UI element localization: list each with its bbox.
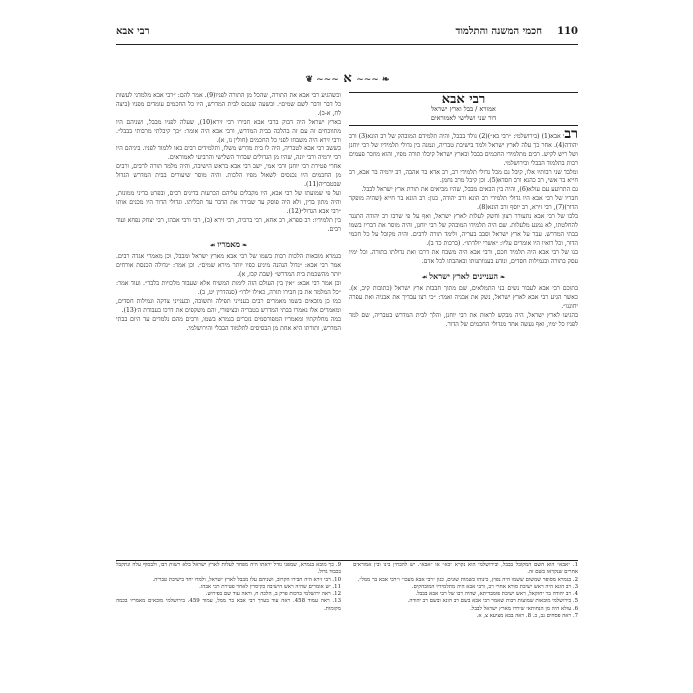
paragraph-text: י אבא(1) (בירושלמי: ״רבי בא״)(2) נולד בבבל, והיה תלמידם המובהק של רב הונא(3) ורב יהודה(4). אחר כך עלה לארץ ישראל ולמד בישיבת טבריה, ונמנה בין גדולי תלמידיו של רבי יוחנן ושל ריש לקיש. רבים מתלמידי החכמים בבבל ובארץ ישראל קיבלו תורה מפיו, והוא מוזכר פעמים רבות בתלמוד הבבלי ובירושלמי. — [349, 132, 578, 167]
running-title: חכמי המשנה והתלמוד — [455, 26, 542, 37]
paragraph: בין תלמידיו: רב ספרא, רב אחא, רבי ברכיה, רבי זירא (ב), רבי ורבי אבהו, רבי יצחק נפחא ועוד רבים. — [116, 216, 341, 233]
entry-subtitle: אמורא / בבל וארץ ישראל — [431, 104, 496, 113]
footnote: 3. רב הונא היה ראש ישיבת סורא אחרי רב, ורבי אבא היה מתלמידיו המובהקים. — [411, 583, 578, 590]
section-letter: א — [343, 71, 352, 86]
footnotes-right — [353, 562, 578, 620]
paragraph: בנו של רבי אבא היה תלמיד חכם, ורבי אבא היה משבח את דרכו ואת גדולתו בתורה. וכל ימיו עסק בתורה ובגמילות חסדים, ונודע בענוותנותו ובאהבתו לכל אדם. — [349, 248, 578, 265]
paragraph: גם התרועע עם עולא(6), והיה בין הבאים מבבל, שהיו מביאים את תורת ארץ ישראל לבבל. — [361, 186, 578, 194]
footnote: 4. רב יהודה בר יחזקאל, ראש ישיבת פומבדיתא, שהיה רבו של רבי אבא בבבל. — [415, 591, 578, 598]
ornament-icon: ❧ — [240, 241, 248, 249]
flourish-right-icon: ∼∼∼ ❧ — [356, 75, 390, 85]
footnote-rule — [116, 560, 578, 561]
paragraph: כששב רבי אבא לטבריה, היה לו בית מדרש משלו, ותלמידים רבים באו ללמוד לפניו. ביניהם היו רבי ירמיה ורבי יונה, שהיו מן הגדולים שבדור השלישי והרביעי לאמוראים. — [116, 145, 341, 162]
paragraph: בארץ ישראל היה דבוק ברבי אבא חבירו רבי זירא(10), שעלה לפניו מבבל, ושניהם היו מתווכחים זה עם זה בהלכה בבית המדרש, ורבי אבא היה אומר: ״כך קיבלתי מרבותי בבבל״. ורבי זירא היה משבחו לפני כל החכמים (חולין נז, א). — [116, 118, 341, 144]
section-heading — [116, 240, 341, 251]
running-header — [116, 26, 578, 44]
footnote: 11. יש אומרים שהיה ראש הישיבה בקיסרין לאחר פטירת רבי אבהו. — [199, 583, 341, 590]
ornament-icon: ❧ — [498, 273, 506, 281]
ornament-icon: ☙ — [421, 273, 430, 281]
section-title: מאמריו — [217, 238, 241, 249]
flourish-left-icon: ❦ ∼∼∼ — [305, 75, 339, 85]
paragraph: ועל פי שמועתו של רבי אבא, היו מקבלים עליהם הכרעות בדינים רבים, ובפרט בדיני ממונות, והיה מתון בדין, ולא היה פוסק עד שבירר את הדבר עד תכליתו. וגדולי הדור היו מכנים אותו ״רבי אבא הגדול״(12). — [116, 189, 341, 215]
paragraph: וכן אמר רבי אבא: ״אין בין העולם הזה לימות המשיח אלא שעבוד מלכויות בלבד״. ועוד אמר: ״כל המלמד את בן חבירו תורה, כאילו ילדו״ (סנהדרין יט, ב). — [116, 280, 341, 297]
paragraph: בגמרא מובאות הלכות רבות בשמו של רבי אבא מארץ ישראל ומבבל, וכן מאמרי אגדה רבים. אמר רבי אבא: ״גדול הנהנה מיגיע כפיו יותר מירא שמים״. וכן אמר: ״גדולה הכנסת אורחים יותר מהשכמת בית המדרש״ (שבת קכז, א). — [116, 253, 341, 279]
header-rule — [116, 44, 578, 45]
entry-title-box — [349, 92, 578, 126]
footnote: 10. רבי זירא היה חבירו הקרוב, ושניהם עלו מבבל לארץ ישראל, ולמדו יחד בישיבת טבריה. — [152, 576, 341, 583]
sage-running-title: רבי אבא — [116, 26, 150, 37]
footnote: 7. ראה פסחים נב, ב. 8. ראה בבא מציעא צ, א. — [476, 613, 578, 620]
paragraph — [349, 125, 578, 169]
paragraph: חבריו של רבי אבא היו גדולי תלמידי רב הונא ורב יהודה, כגון: רב הונא בר חייא (שהיה מופקד הדור)(7), רבי זירא, רב יוסף ורב הונא(8). — [349, 195, 578, 212]
entry-generation: דור שני ושלישי לאמוראים — [430, 113, 497, 122]
footnote: 9. כך מובא בגמרא, שמפני גודל יראתו היה מפחד לעלות לארץ ישראל בלא רשות רבו, ולבסוף עלה ונתקבל בכבוד גדול. — [116, 562, 341, 576]
paragraph: בתוכם רבי אבא לעבור נשים בני התמלאים, שם מתוך חבבות ארץ ישראל (כתובות קיב, א). כאשר הגיע רבי אבא לארץ ישראל, נשק את אבניה ואמר: ״כי רצו עבדיך את אבניה ואת עפרה יחוננו״. — [349, 285, 578, 311]
paragraph: וכשהגיע רבי אבא את התורה, שהכל מן התורה לפניו(9). אמר להם: ״רבי אבא מלמדני לעשות כל דבר ודבר לשם שמים״. ובשעה שנכנס לבית המדרש, היו כל החכמים עומדים מפניו (ביצה לח, א-ב). — [116, 92, 341, 117]
entry-title: רבי אבא — [441, 92, 486, 107]
paragraph: כמו כן מובאים בשמו מאמרים רבים בענייני תפילה ותשובה, ובענייני צדקה וגמילות חסדים, ומאמרים אלו נאמרו בבתי המדרש בטבריה ובציפורי, והם משקפים את דרכו בעבודת ה׳(13). — [116, 297, 341, 314]
footnote: 5. בירושלמי מובאות שמועות רבות שאמר רבי אבא בשם רב הונא ובשם רב יהודה. — [407, 598, 578, 605]
footnotes-left — [116, 562, 341, 613]
letter-ornament — [300, 70, 395, 86]
left-column — [116, 92, 341, 334]
paragraph: בהגיעו לארץ ישראל, היה מבקש לראות את רבי יוחנן, והלך לבית המדרש בטבריה, שם למד לפניו כל ימיו, ואף נעשה אחד מגדולי החכמים של הדור. — [349, 312, 578, 329]
footnote: 1. ״אבא״ הוא השם המקובל בבבל, ובירושלמי הוא נקרא ״בא״ או ״אבא״. יש להבחין בינו ובין אמוראים אחרים שנקראו בשם זה. — [353, 562, 578, 576]
section-title: העניינים לארץ ישראל — [429, 270, 499, 281]
paragraph: אחרי פטירת רבי יוחנן ורבי אמי, ישב רבי אבא בראש הישיבה, והיה מלמד תורה לרבים, ורבים מן החכמים היו נכנסים לשאול מפיו הלכות. והיה מוסר שיעורים בבית המדרש הגדול שבטבריה(11). — [116, 163, 341, 189]
footnote: 6. עולא היה מן הנחותאי שירדו מארץ ישראל לבבל. — [470, 605, 578, 612]
paragraph: במה מחלוקתיו ומאמריו המפורסמים נזכרים בגמרא בשמו, ורבים מהם נלמדים עד היום בבתי המדרש, ותורתו היא אחת מן הבסיסים לתלמוד הבבלי והירושלמי. — [116, 315, 341, 332]
section-heading — [349, 272, 578, 283]
paragraph: בלבו של רבי אבא נתעורר רצון וחשק לעלות לארץ ישראל, ואף על פי שרבו רב יהודה התנגד להחלטתו, לא נמנע מלעלות. שם היה תלמידו המובהק של רבי יוחנן, והיה מוסר את דבריו בשמו בבתי המדרש. עבר על ארץ ישראל וסבב בעריה, ולימד תורה לרבים. והיה מקובל על כל חכמי הדור, וכל רואיו היו אומרים עליו: ״אשרי יולדתו״. (ברכות כד ב). — [349, 213, 578, 247]
right-column — [349, 92, 578, 330]
ornament-icon: ☙ — [209, 241, 218, 249]
paragraph: ומלבד שני רבותיו אלו, קיבל גם מכל גדולי תלמידי רב, רב אדא בר אהבה, רב ירמיה בר אבא, רב חייא בר אשי, רב כהנא ורב חסדא(5). וכן קיבל מרב נחמן. — [349, 168, 578, 185]
page-number: 110 — [557, 26, 578, 37]
footnote: 2. בגמרא מסופר שמשום ששמו היה נפוץ, כינוהו בשמות שונים, כגון ״רבי אבא מעכו״ ו״רבי אבא בר ממל״. — [357, 576, 578, 583]
drop-letter: רב — [564, 125, 578, 142]
footnote: 12. ראה ירושלמי ברכות פרק ב, הלכה ח, וראה עוד שם בפירוש. — [205, 591, 341, 598]
footnote: 13. ראה עמוד 458. ראה עוד בערך רבי אבא בר ממל, עמוד 459. בירושלמי מובאים מאמריו בכמה מקומות. — [116, 598, 342, 612]
